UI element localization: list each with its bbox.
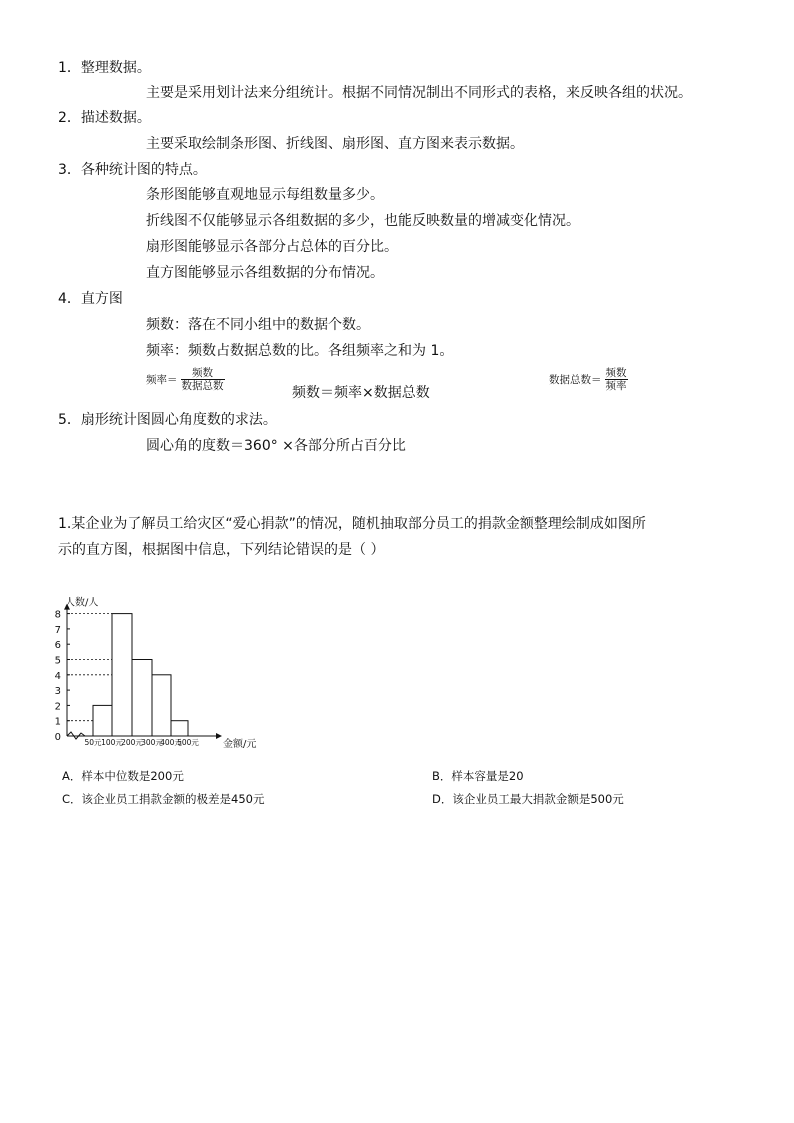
y-tick-label: 1	[54, 716, 61, 728]
histogram-bar	[112, 614, 132, 736]
item2-number: 2．	[58, 110, 81, 126]
y-tick-label: 3	[54, 686, 61, 698]
item2-desc: 主要采取绘制条形图、折线图、扇形图、直方图来表示数据。	[146, 136, 524, 152]
formula-total-denominator: 频率	[605, 380, 627, 392]
item4-number: 4．	[58, 291, 81, 307]
item3-number: 3．	[58, 162, 81, 178]
x-axis-title: 金额/元	[223, 739, 257, 750]
x-tick-label: 300元	[141, 738, 163, 747]
item3-title: 各种统计图的特点。	[80, 162, 207, 178]
y-tick-label: 4	[54, 670, 61, 682]
x-tick-label: 100元	[101, 738, 123, 747]
formula-total-left: 数据总数＝	[549, 374, 602, 386]
item1-number: 1．	[58, 60, 81, 76]
item2-heading	[58, 109, 151, 127]
option-c[interactable]: C．该企业员工捐款金额的极差是450元	[62, 792, 265, 806]
item3-heading	[58, 161, 207, 179]
formula-frequency: 频数＝频率×数据总数	[292, 385, 430, 401]
item3-line: 折线图不仅能够显示各组数据的多少，也能反映数量的增减变化情况。	[146, 213, 580, 229]
item5-heading	[58, 411, 277, 429]
formula-rate-left: 频率＝	[146, 374, 178, 386]
item1-desc: 主要是采用划计法来分组统计。根据不同情况制出不同形式的表格，来反映各组的状况。	[146, 85, 692, 101]
item1-heading	[58, 59, 151, 77]
formula-total	[549, 367, 628, 392]
item5-desc: 圆心角的度数＝360° ×各部分所占百分比	[146, 438, 406, 454]
option-b[interactable]: B．样本容量是20	[432, 769, 524, 783]
histogram-bar	[93, 705, 112, 736]
x-tick-label: 50元	[84, 738, 102, 747]
formula-rate-numerator: 频数	[192, 367, 213, 379]
question-line-2: 示的直方图，根据图中信息，下列结论错误的是（ ）	[58, 542, 385, 558]
y-tick-label: 5	[54, 655, 61, 667]
y-tick-label: 6	[54, 640, 61, 652]
item5-number: 5．	[58, 412, 81, 428]
item2-title: 描述数据。	[80, 110, 151, 126]
x-tick-label: 400元	[160, 738, 182, 747]
item3-line: 扇形图能够显示各部分占总体的百分比。	[146, 239, 398, 255]
y-tick-label: 7	[54, 624, 61, 636]
y-tick-label: 2	[54, 701, 61, 713]
formula-rate-denominator: 数据总数	[181, 380, 224, 392]
histogram-bar	[171, 721, 188, 736]
histogram-chart	[40, 590, 270, 755]
formula-rate	[146, 367, 225, 392]
x-axis-arrow	[216, 733, 222, 739]
frequency-definition: 频数：落在不同小组中的数据个数。	[146, 317, 370, 333]
formula-total-numerator: 频数	[605, 367, 627, 379]
x-tick-label: 200元	[121, 738, 143, 747]
x-tick-label: 500元	[177, 738, 199, 747]
rate-definition: 频率：频数占数据总数的比。各组频率之和为 1。	[146, 343, 454, 359]
item3-line: 直方图能够显示各组数据的分布情况。	[146, 265, 384, 281]
item3-line: 条形图能够直观地显示每组数量多少。	[146, 187, 384, 203]
y-axis-title: 人数/人	[65, 597, 99, 609]
y-tick-label: 0	[54, 732, 61, 743]
histogram-bar	[132, 660, 152, 737]
option-d[interactable]: D．该企业员工最大捐款金额是500元	[432, 792, 624, 806]
y-tick-label: 8	[54, 609, 61, 621]
option-a[interactable]: A．样本中位数是200元	[62, 769, 184, 783]
item1-title: 整理数据。	[80, 60, 151, 76]
question-line-1: 1.某企业为了解员工给灾区“爱心捐款”的情况，随机抽取部分员工的捐款金额整理绘制成如图所	[58, 516, 646, 532]
item5-title: 扇形统计图圆心角度数的求法。	[80, 412, 277, 428]
item4-title: 直方图	[80, 291, 123, 307]
item4-heading	[58, 290, 123, 308]
histogram-bar	[152, 675, 171, 736]
